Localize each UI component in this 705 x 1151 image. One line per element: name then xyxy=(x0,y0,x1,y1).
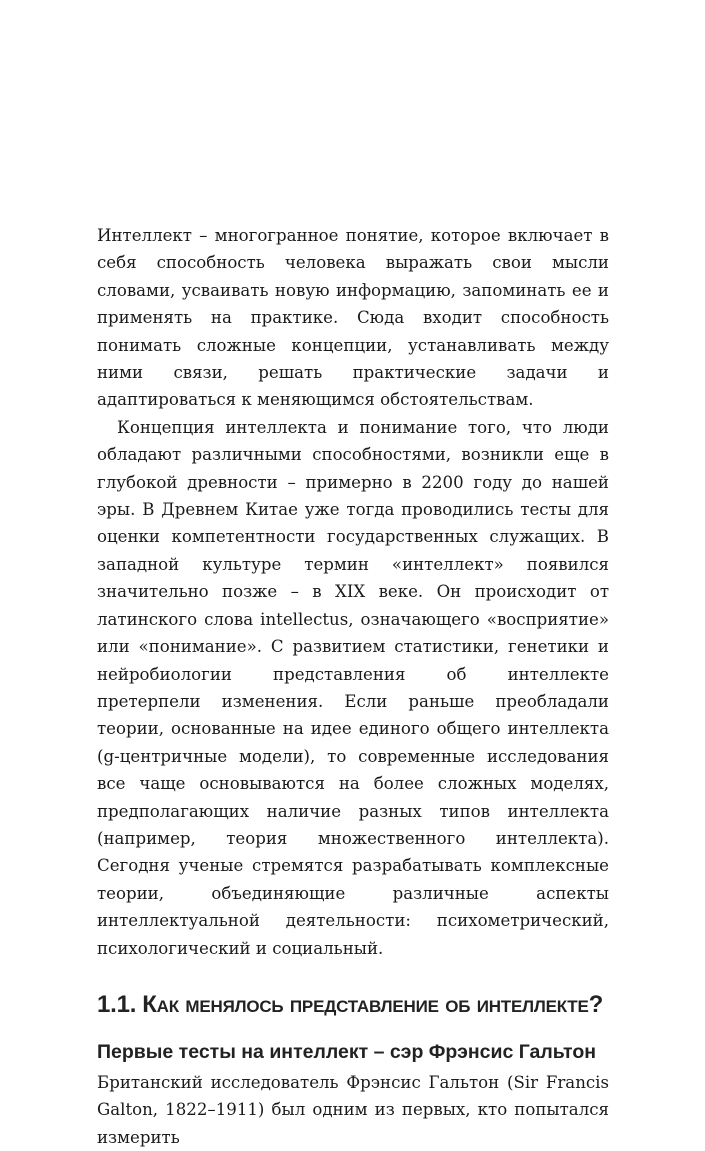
intro-paragraph: Интеллект – многогранное понятие, которое включает в себя способность человека выражать свои мысли словами, усваивать новую информацию, запоминать ее и применять на практике. Сюда входит способность понимать сложные концепции, устанавливать между ними связи, решать практические задачи и адаптироваться к меняющимся обстоятельствам. xyxy=(97,226,609,410)
section-heading xyxy=(97,989,609,1021)
subsection-heading: Первые тесты на интеллект – сэр Фрэнсис Гальтон xyxy=(97,1040,597,1063)
page-content xyxy=(97,222,609,1151)
history-paragraph: Концепция интеллекта и понимание того, что люди обладают различными способностями, возникли еще в глубокой древности – примерно в 2200 году до нашей эры. В Древнем Китае уже тогда проводились тесты для оценки компетентности государственных служащих. В западной культуре термин «интеллект» появился значительно позже – в XIX веке. Он происходит от латинского слова intellectus, означающего «восприятие» или «понимание». С развитием статистики, генетики и нейробиологии представления об интеллекте претерпели изменения. Если раньше преобладали теории, основанные на идее единого общего интеллекта (g-центричные модели), то современные исследования все чаще основываются на более сложных моделях, предполагающих наличие разных типов интеллекта (например, теория множественного интеллекта). Сегодня ученые стремятся разрабатывать комплексные теории, объединяющие различные аспекты интеллектуальной деятельности: психометрический, психологический и социальный. xyxy=(97,417,609,958)
galton-paragraph: Британский исследователь Фрэнсис Гальтон (Sir Francis Galton, 1822–1911) был одним из первых, кто попытался измерить xyxy=(97,1072,609,1147)
section-number: 1.1. xyxy=(97,990,137,1018)
section-title: Как менялось представление об интеллекте? xyxy=(142,990,604,1018)
